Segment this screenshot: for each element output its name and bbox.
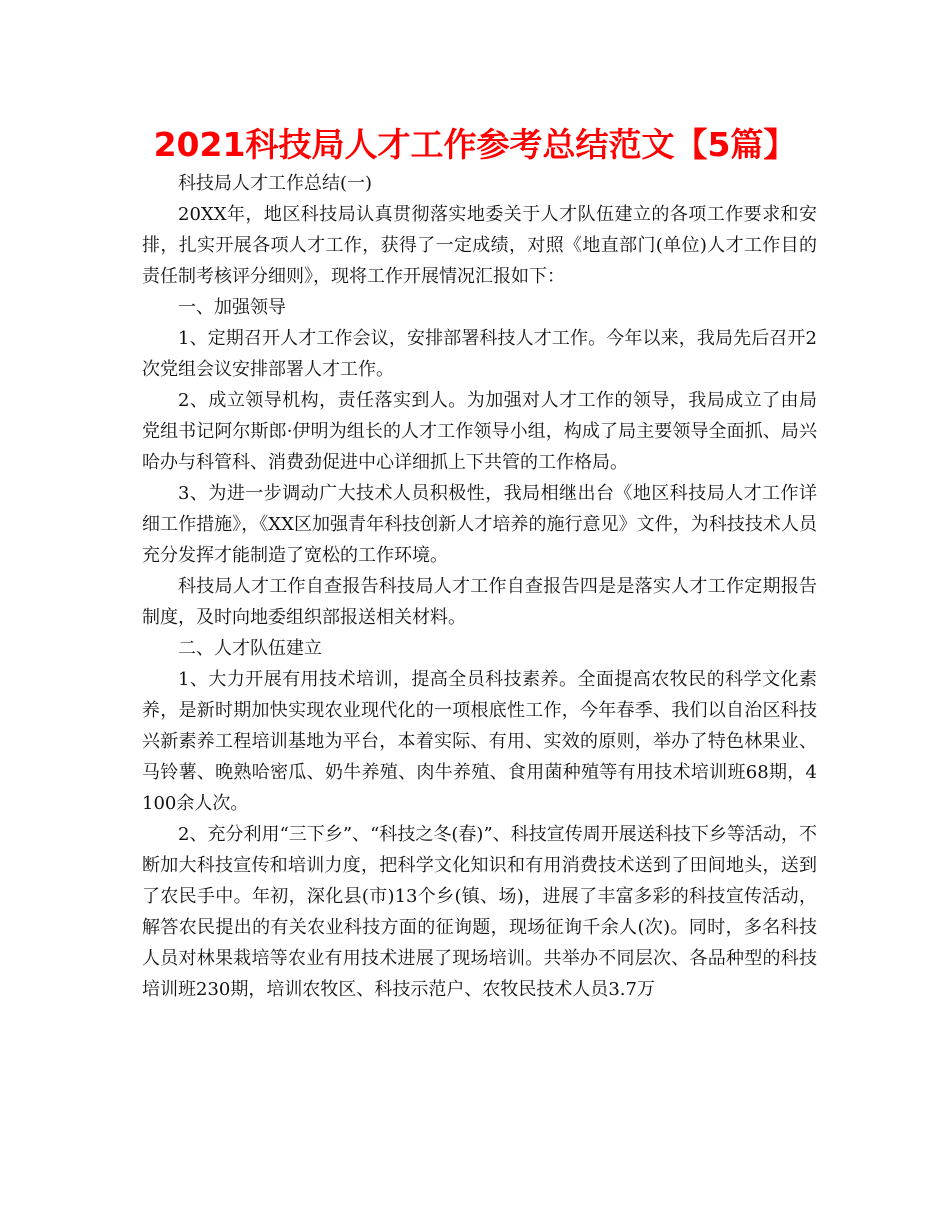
paragraph: 1、大力开展有用技术培训，提高全员科技素养。全面提高农牧民的科学文化素养，是新时期加快实现农业现代化的一项根底性工作，今年春季、我们以自治区科技兴新素养工程培训基地为平台，本着实际、有用、实效的原则，举办了特色林果业、马铃薯、晚熟哈密瓜、奶牛养殖、肉牛养殖、食用菌种殖等有用技术培训班68期，4100余人次。: [142, 669, 817, 814]
paragraph: 1、定期召开人才工作会议，安排部署科技人才工作。今年以来，我局先后召开2次党组会议安排部署人才工作。: [142, 328, 817, 380]
document-title: 2021科技局人才工作参考总结范文【5篇】: [153, 125, 797, 164]
document-body: [142, 168, 817, 1005]
paragraph: 2、成立领导机构，责任落实到人。为加强对人才工作的领导，我局成立了由局党组书记阿尔斯郎·伊明为组长的人才工作领导小组，构成了局主要领导全面抓、局兴哈办与科管科、消费劲促进中心详细抓上下共管的工作格局。: [142, 390, 817, 473]
paragraph: 科技局人才工作自查报告科技局人才工作自查报告四是是落实人才工作定期报告制度，及时向地委组织部报送相关材料。: [142, 576, 817, 628]
paragraph: 20XX年，地区科技局认真贯彻落实地委关于人才队伍建立的各项工作要求和安排，扎实开展各项人才工作，获得了一定成绩，对照《地直部门(单位)人才工作目的责任制考核评分细则》，现将工作开展情况汇报如下：: [142, 204, 817, 287]
section-heading: 一、加强领导: [178, 297, 286, 318]
section-heading: 科技局人才工作总结(一): [178, 173, 373, 194]
section-heading: 二、人才队伍建立: [178, 638, 322, 659]
paragraph: 2、充分利用“三下乡”、“科技之冬(春)”、科技宣传周开展送科技下乡等活动，不断加大科技宣传和培训力度，把科学文化知识和有用消费技术送到了田间地头，送到了农民手中。年初，深化县(市)13个乡(镇、场)，进展了丰富多彩的科技宣传活动，解答农民提出的有关农业科技方面的征询题，现场征询千余人(次)。同时，多名科技人员对林果栽培等农业有用技术进展了现场培训。共举办不同层次、各品种型的科技培训班230期，培训农牧区、科技示范户、农牧民技术人员3.7万: [142, 824, 817, 1000]
paragraph: 3、为进一步调动广大技术人员积极性，我局相继出台《地区科技局人才工作详细工作措施》，《XX区加强青年科技创新人才培养的施行意见》文件，为科技技术人员充分发挥才能制造了宽松的工作环境。: [142, 483, 817, 566]
